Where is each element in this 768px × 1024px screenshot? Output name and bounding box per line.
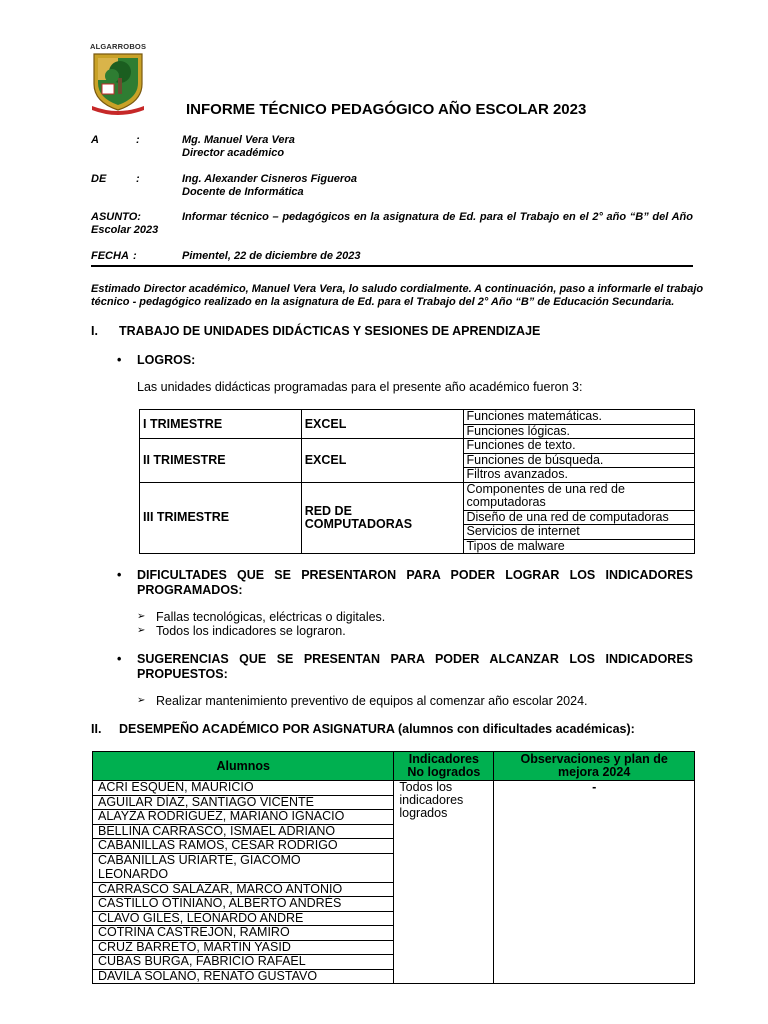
unit-item: Funciones de texto. xyxy=(463,439,695,454)
student-name: DAVILA SOLANO, RENATO GUSTAVO xyxy=(93,969,394,984)
unit-item: Funciones de búsqueda. xyxy=(463,453,695,468)
indicadores-cell xyxy=(394,781,494,984)
indicadores-value-line-1: Todos los xyxy=(399,780,453,794)
sender-name: Ing. Alexander Cisneros Figueroa xyxy=(182,173,358,185)
unit-item: Componentes de una red de computadoras xyxy=(463,482,695,510)
student-name: CARRASCO SALAZAR, MARCO ANTONIO xyxy=(93,882,394,897)
student-name: COTRINA CASTREJON, RAMIRO xyxy=(93,926,394,941)
logros-label: LOGROS: xyxy=(137,353,196,367)
date-key: FECHA xyxy=(91,250,129,262)
dificultades-line-1: DIFICULTADES QUE SE PRESENTARON PARA PODER LOGRAR LOS INDICADORES xyxy=(137,568,693,582)
dificultad-item: Fallas tecnológicas, eléctricas o digitales. xyxy=(156,610,386,624)
col-header-indicadores xyxy=(394,752,494,781)
bullet-icon: • xyxy=(117,568,122,582)
sender-role: Docente de Informática xyxy=(182,186,304,198)
sugerencias-line-1: SUGERENCIAS QUE SE PRESENTAN PARA PODER ALCANZAR LOS INDICADORES xyxy=(137,652,693,666)
col-header-indicadores-line-2: No logrados xyxy=(407,765,481,779)
sender-key: DE xyxy=(91,173,107,185)
intro-line-1: Estimado Director académico, Manuel Vera Vera, lo saludo cordialmente. A continuación, paso a informarle el trabajo xyxy=(91,283,704,295)
unit-item: Diseño de una red de computadoras xyxy=(463,510,695,525)
school-crest-icon xyxy=(90,50,146,116)
unit-item: Funciones lógicas. xyxy=(463,424,695,439)
bullet-icon: • xyxy=(117,652,122,666)
arrow-bullet-icon: ➢ xyxy=(137,625,146,636)
date-value: Pimentel, 22 de diciembre de 2023 xyxy=(182,250,361,262)
logros-text: Las unidades didácticas programadas para el presente año académico fueron 3: xyxy=(137,380,583,394)
header-divider xyxy=(91,265,693,267)
student-name: ALAYZA RODRIGUEZ, MARIANO IGNACIO xyxy=(93,810,394,825)
col-header-indicadores-line-1: Indicadores xyxy=(408,752,479,766)
unit-item: Filtros avanzados. xyxy=(463,468,695,483)
students-table xyxy=(92,751,695,984)
section-1-title: TRABAJO DE UNIDADES DIDÁCTICAS Y SESIONES DE APRENDIZAJE xyxy=(119,324,541,338)
student-name: BELLINA CARRASCO, ISMAEL ADRIANO xyxy=(93,824,394,839)
unit-trimestre: II TRIMESTRE xyxy=(140,439,302,483)
recipient-name: Mg. Manuel Vera Vera xyxy=(182,134,295,146)
table-row xyxy=(140,410,695,425)
recipient-colon: : xyxy=(136,134,140,146)
table-header-row xyxy=(93,752,695,781)
section-2-number: II. xyxy=(91,722,102,736)
student-name: CLAVO GILES, LEONARDO ANDRE xyxy=(93,911,394,926)
student-name: CASTILLO OTINIANO, ALBERTO ANDRÉS xyxy=(93,897,394,912)
table-row xyxy=(140,482,695,510)
table-row xyxy=(140,439,695,454)
indicadores-value-line-3: logrados xyxy=(399,806,448,820)
student-name: LEONARDO xyxy=(93,868,394,883)
col-header-observaciones-line-2: mejora 2024 xyxy=(558,765,631,779)
subject-line-2: Escolar 2023 xyxy=(91,224,159,236)
date-colon: : xyxy=(133,250,137,262)
dificultad-item: Todos los indicadores se lograron. xyxy=(156,624,346,638)
unit-tema: EXCEL xyxy=(301,439,463,483)
section-2-title: DESEMPEÑO ACADÉMICO POR ASIGNATURA (alumnos con dificultades académicas): xyxy=(119,722,635,736)
student-name: AGUILAR DÍAZ, SANTIAGO VICENTE xyxy=(93,795,394,810)
indicadores-value-line-2: indicadores xyxy=(399,793,464,807)
unit-item: Tipos de malware xyxy=(463,539,695,554)
unit-trimestre: I TRIMESTRE xyxy=(140,410,302,439)
recipient-role: Director académico xyxy=(182,147,285,159)
sender-colon: : xyxy=(136,173,140,185)
sugerencias-line-2: PROPUESTOS: xyxy=(137,667,228,681)
bullet-icon: • xyxy=(117,353,122,367)
recipient-key: A xyxy=(91,134,99,146)
intro-line-2: técnico - pedagógico realizado en la asignatura de Ed. para el Trabajo del 2° Año “B” de Educación Secundaria. xyxy=(91,296,675,308)
logo-text: ALGARROBOS xyxy=(90,42,147,51)
arrow-bullet-icon: ➢ xyxy=(137,611,146,622)
student-name: CABANILLAS URIARTE, GIACOMO xyxy=(93,853,394,868)
unit-tema: RED DE COMPUTADORAS xyxy=(301,482,463,554)
subject-key: ASUNTO: xyxy=(91,211,141,223)
unit-trimestre: III TRIMESTRE xyxy=(140,482,302,554)
student-name: CUBAS BURGA, FABRICIO RAFAEL xyxy=(93,955,394,970)
student-name: ACRI ESQUEN, MAURICIO xyxy=(93,781,394,796)
col-header-observaciones xyxy=(494,752,695,781)
observaciones-cell: - xyxy=(494,781,695,984)
units-table xyxy=(139,409,695,554)
student-name: CRUZ BARRETO, MARTIN YASID xyxy=(93,940,394,955)
unit-item: Funciones matemáticas. xyxy=(463,410,695,425)
sugerencia-item: Realizar mantenimiento preventivo de equipos al comenzar año escolar 2024. xyxy=(156,694,588,708)
unit-tema: EXCEL xyxy=(301,410,463,439)
dificultades-line-2: PROGRAMADOS: xyxy=(137,583,243,597)
school-logo xyxy=(90,42,146,114)
arrow-bullet-icon: ➢ xyxy=(137,695,146,706)
unit-item: Servicios de internet xyxy=(463,525,695,540)
table-row xyxy=(93,781,695,796)
page-title: INFORME TÉCNICO PEDAGÓGICO AÑO ESCOLAR 2023 xyxy=(186,101,587,118)
student-name: CABANILLAS RAMOS, CESAR RODRIGO xyxy=(93,839,394,854)
subject-line-1: Informar técnico – pedagógicos en la asignatura de Ed. para el Trabajo en el 2° año “B” del Año xyxy=(182,211,693,223)
section-1-number: I. xyxy=(91,324,98,338)
col-header-observaciones-line-1: Observaciones y plan de xyxy=(520,752,668,766)
col-header-alumnos: Alumnos xyxy=(93,752,394,781)
